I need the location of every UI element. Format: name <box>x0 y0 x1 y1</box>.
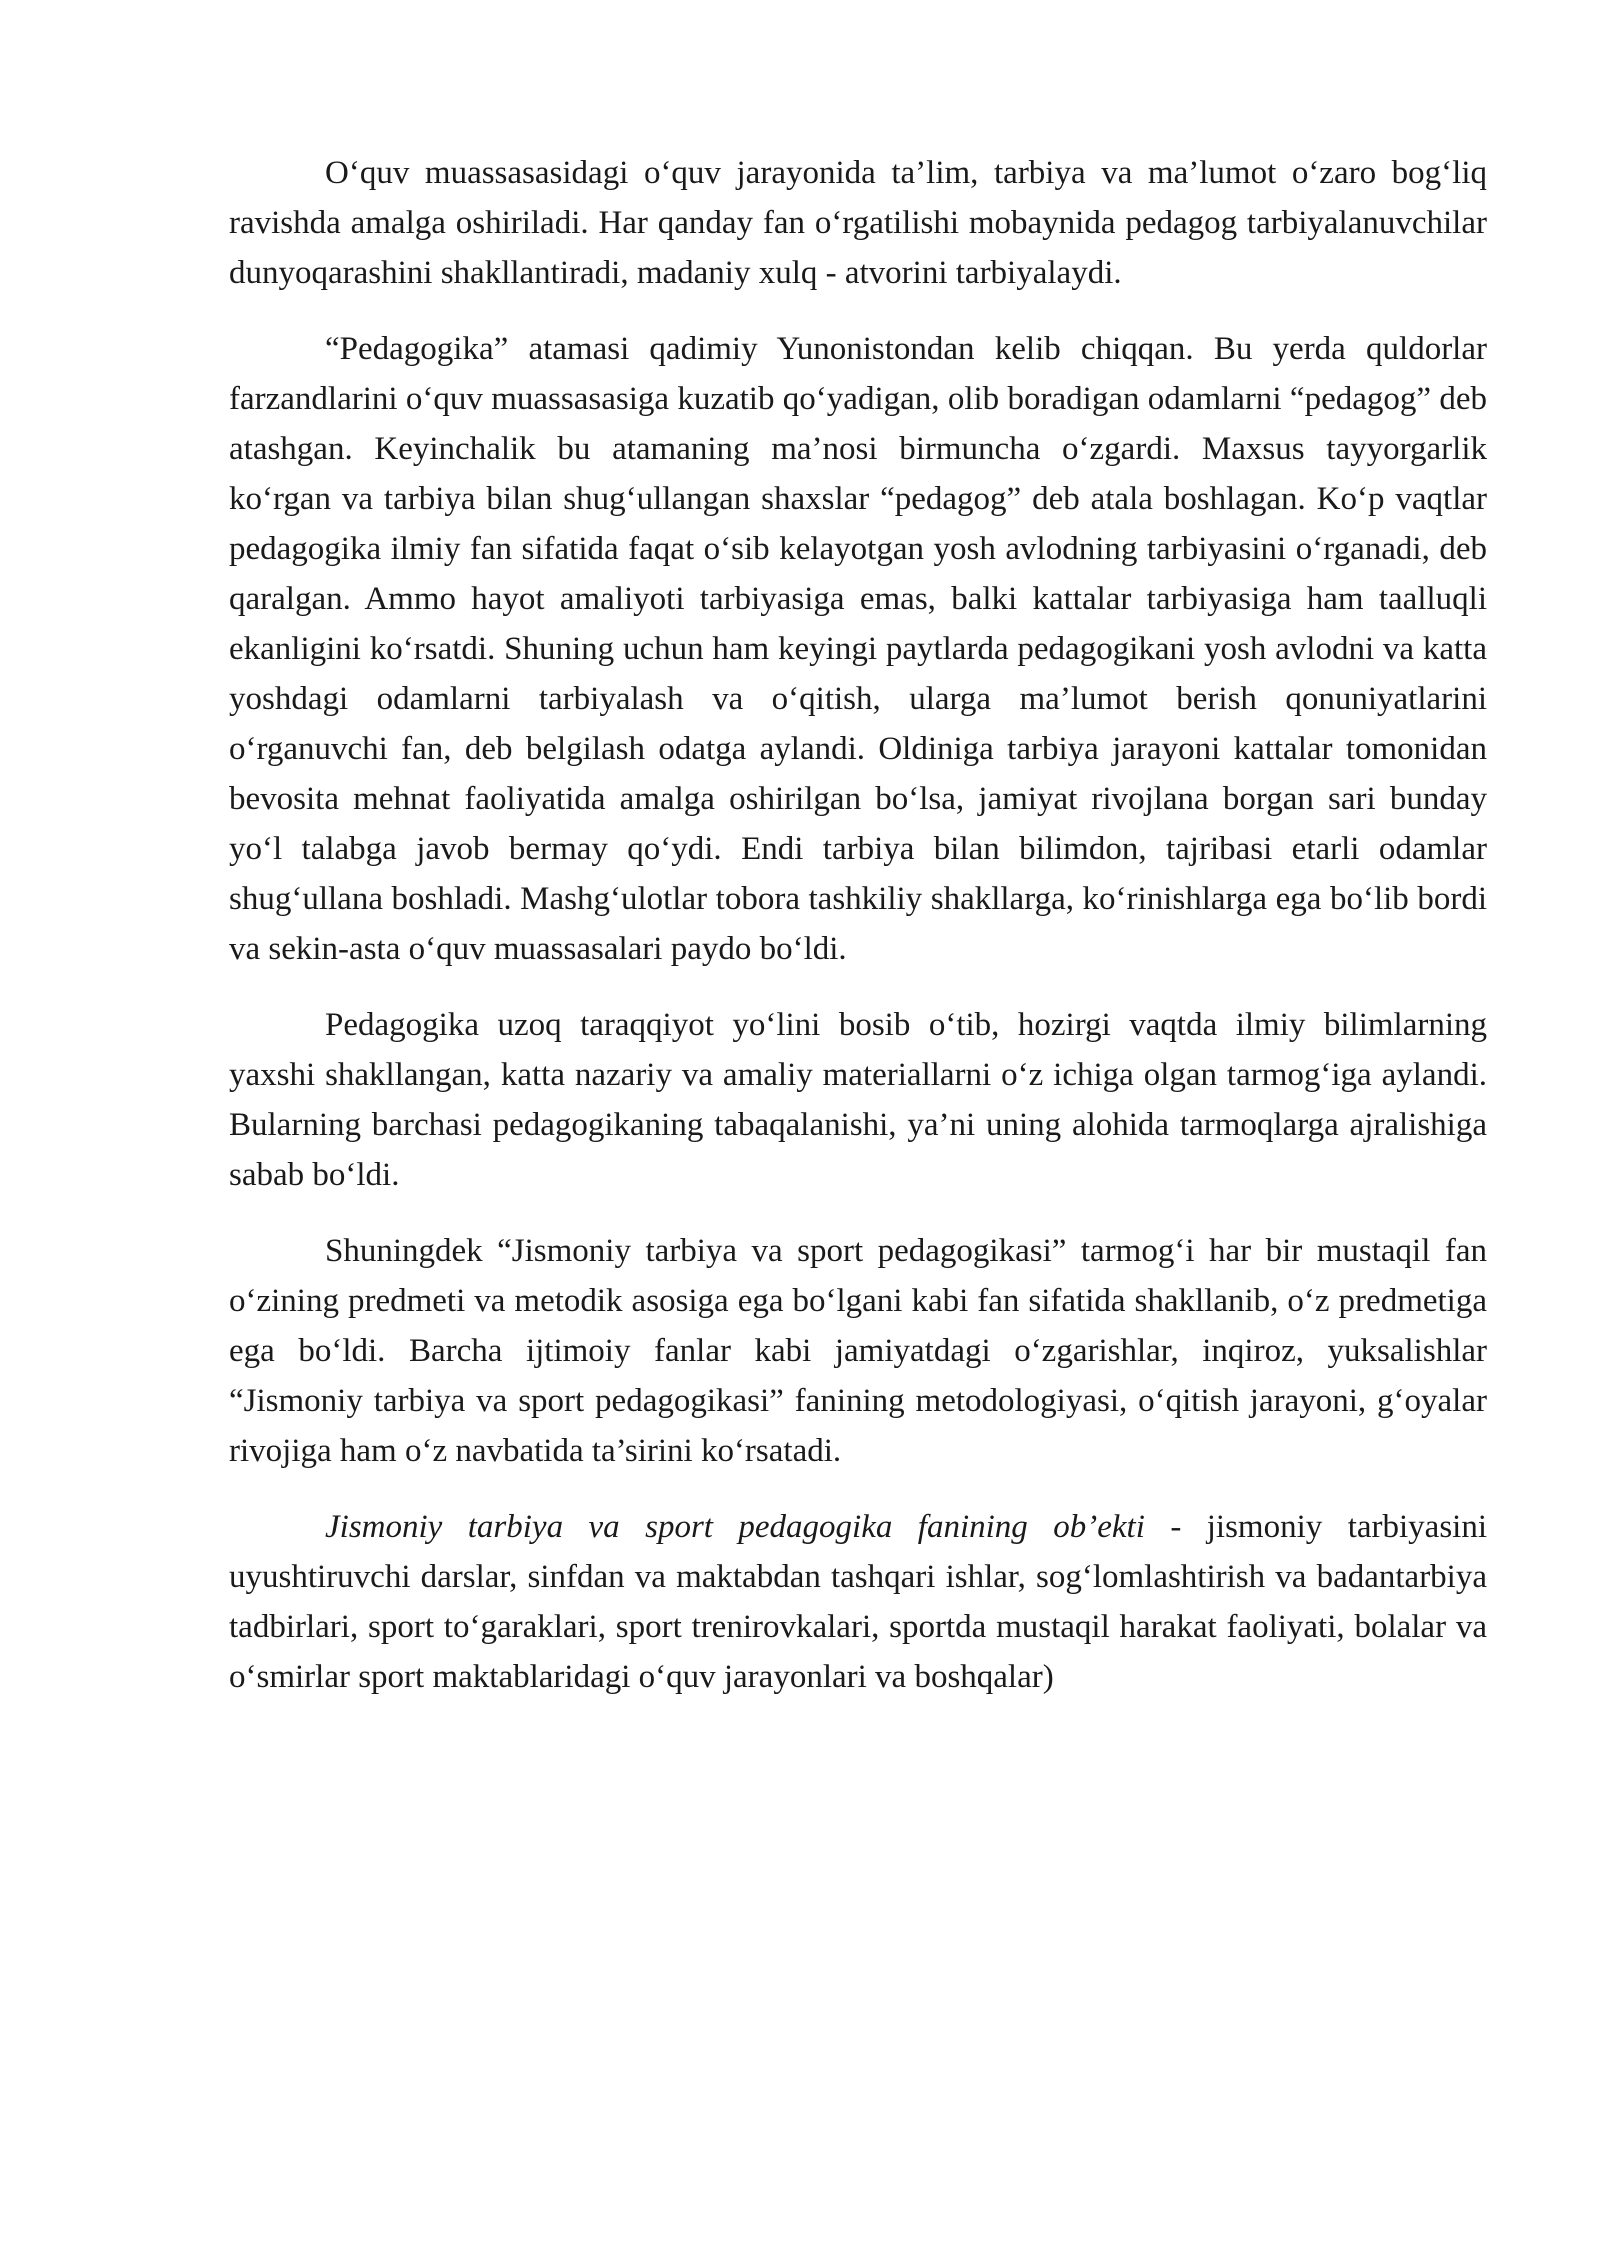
paragraph-text: O‘quv muassasasidagi o‘quv jarayonida ta’lim, tarbiya va ma’lumot o‘zaro bog‘liq ravishda amalga oshiriladi. Har qanday fan o‘rgatilishi mobaynida pedagog tarbiyalanuvchilar dunyoqarashini shakllantiradi, madaniy xulq - atvorini tarbiyalaydi. <box>229 155 1487 291</box>
document-page <box>229 148 1487 1728</box>
paragraph-text: - jismoniy tarbiyasini uyushtiruvchi darslar, sinfdan va maktabdan tashqari ishlar, sog‘lomlashtirish va badantarbiya tadbirlari, sport to‘garaklari, sport trenirovkalari, sportda mustaqil harakat faoliyati, bolalar va o‘smirlar sport maktablaridagi o‘quv jarayonlari va boshqalar) <box>229 1509 1488 1695</box>
paragraph-2 <box>229 324 1487 974</box>
paragraph-text: “Pedagogika” atamasi qadimiy Yunonistondan kelib chiqqan. Bu yerda quldorlar farzandlarini o‘quv muassasasiga kuzatib qo‘yadigan, olib boradigan odamlarni “pedagog” deb atashgan. Keyinchalik bu atamaning ma’nosi birmuncha o‘zgardi. Maxsus tayyorgarlik ko‘rgan va tarbiya bilan shug‘ullangan shaxslar “pedagog” deb atala boshlagan. Ko‘p vaqtlar pedagogika ilmiy fan sifatida faqat o‘sib kelayotgan yosh avlodning tarbiyasini o‘rganadi, deb qaralgan. Ammo hayot amaliyoti tarbiyasiga emas, balki kattalar tarbiyasiga ham taalluqli ekanligini ko‘rsatdi. Shuning uchun ham keyingi paytlarda pedagogikani yosh avlodni va katta yoshdagi odamlarni tarbiyalash va o‘qitish, ularga ma’lumot berish qonuniyatlarini o‘rganuvchi fan, deb belgilash odatga aylandi. Oldiniga tarbiya jarayoni kattalar tomonidan bevosita mehnat faoliyatida amalga oshirilgan bo‘lsa, jamiyat rivojlana borgan sari bunday yo‘l talabga javob bermay qo‘ydi. Endi tarbiya bilan bilimdon, tajribasi etarli odamlar shug‘ullana boshladi. Mashg‘ulotlar tobora tashkiliy shakllarga, ko‘rinishlarga ega bo‘lib bordi va sekin-asta o‘quv muassasalari paydo bo‘ldi. <box>229 331 1487 967</box>
paragraph-3 <box>229 1000 1487 1200</box>
paragraph-text: Shuningdek “Jismoniy tarbiya va sport pedagogikasi” tarmog‘i har bir mustaqil fan o‘zining predmeti va metodik asosiga ega bo‘lgani kabi fan sifatida shakllanib, o‘z predmetiga ega bo‘ldi. Barcha ijtimoiy fanlar kabi jamiyatdagi o‘zgarishlar, inqiroz, yuksalishlar “Jismoniy tarbiya va sport pedagogikasi” fanining metodologiyasi, o‘qitish jarayoni, g‘oyalar rivojiga ham o‘z navbatida ta’sirini ko‘rsatadi. <box>229 1233 1487 1469</box>
paragraph-1 <box>229 148 1487 298</box>
paragraph-5 <box>229 1502 1487 1702</box>
paragraph-text: Pedagogika uzoq taraqqiyot yo‘lini bosib o‘tib, hozirgi vaqtda ilmiy bilimlarning yaxshi shakllangan, katta nazariy va amaliy materiallarni o‘z ichiga olgan tarmog‘iga aylandi. Bularning barchasi pedagogikaning tabaqalanishi, ya’ni uning alohida tarmoqlarga ajralishiga sabab bo‘ldi. <box>229 1007 1487 1193</box>
paragraph-4 <box>229 1226 1487 1476</box>
paragraph-term: Jismoniy tarbiya va sport pedagogika fanining ob’ekti <box>325 1509 1145 1545</box>
